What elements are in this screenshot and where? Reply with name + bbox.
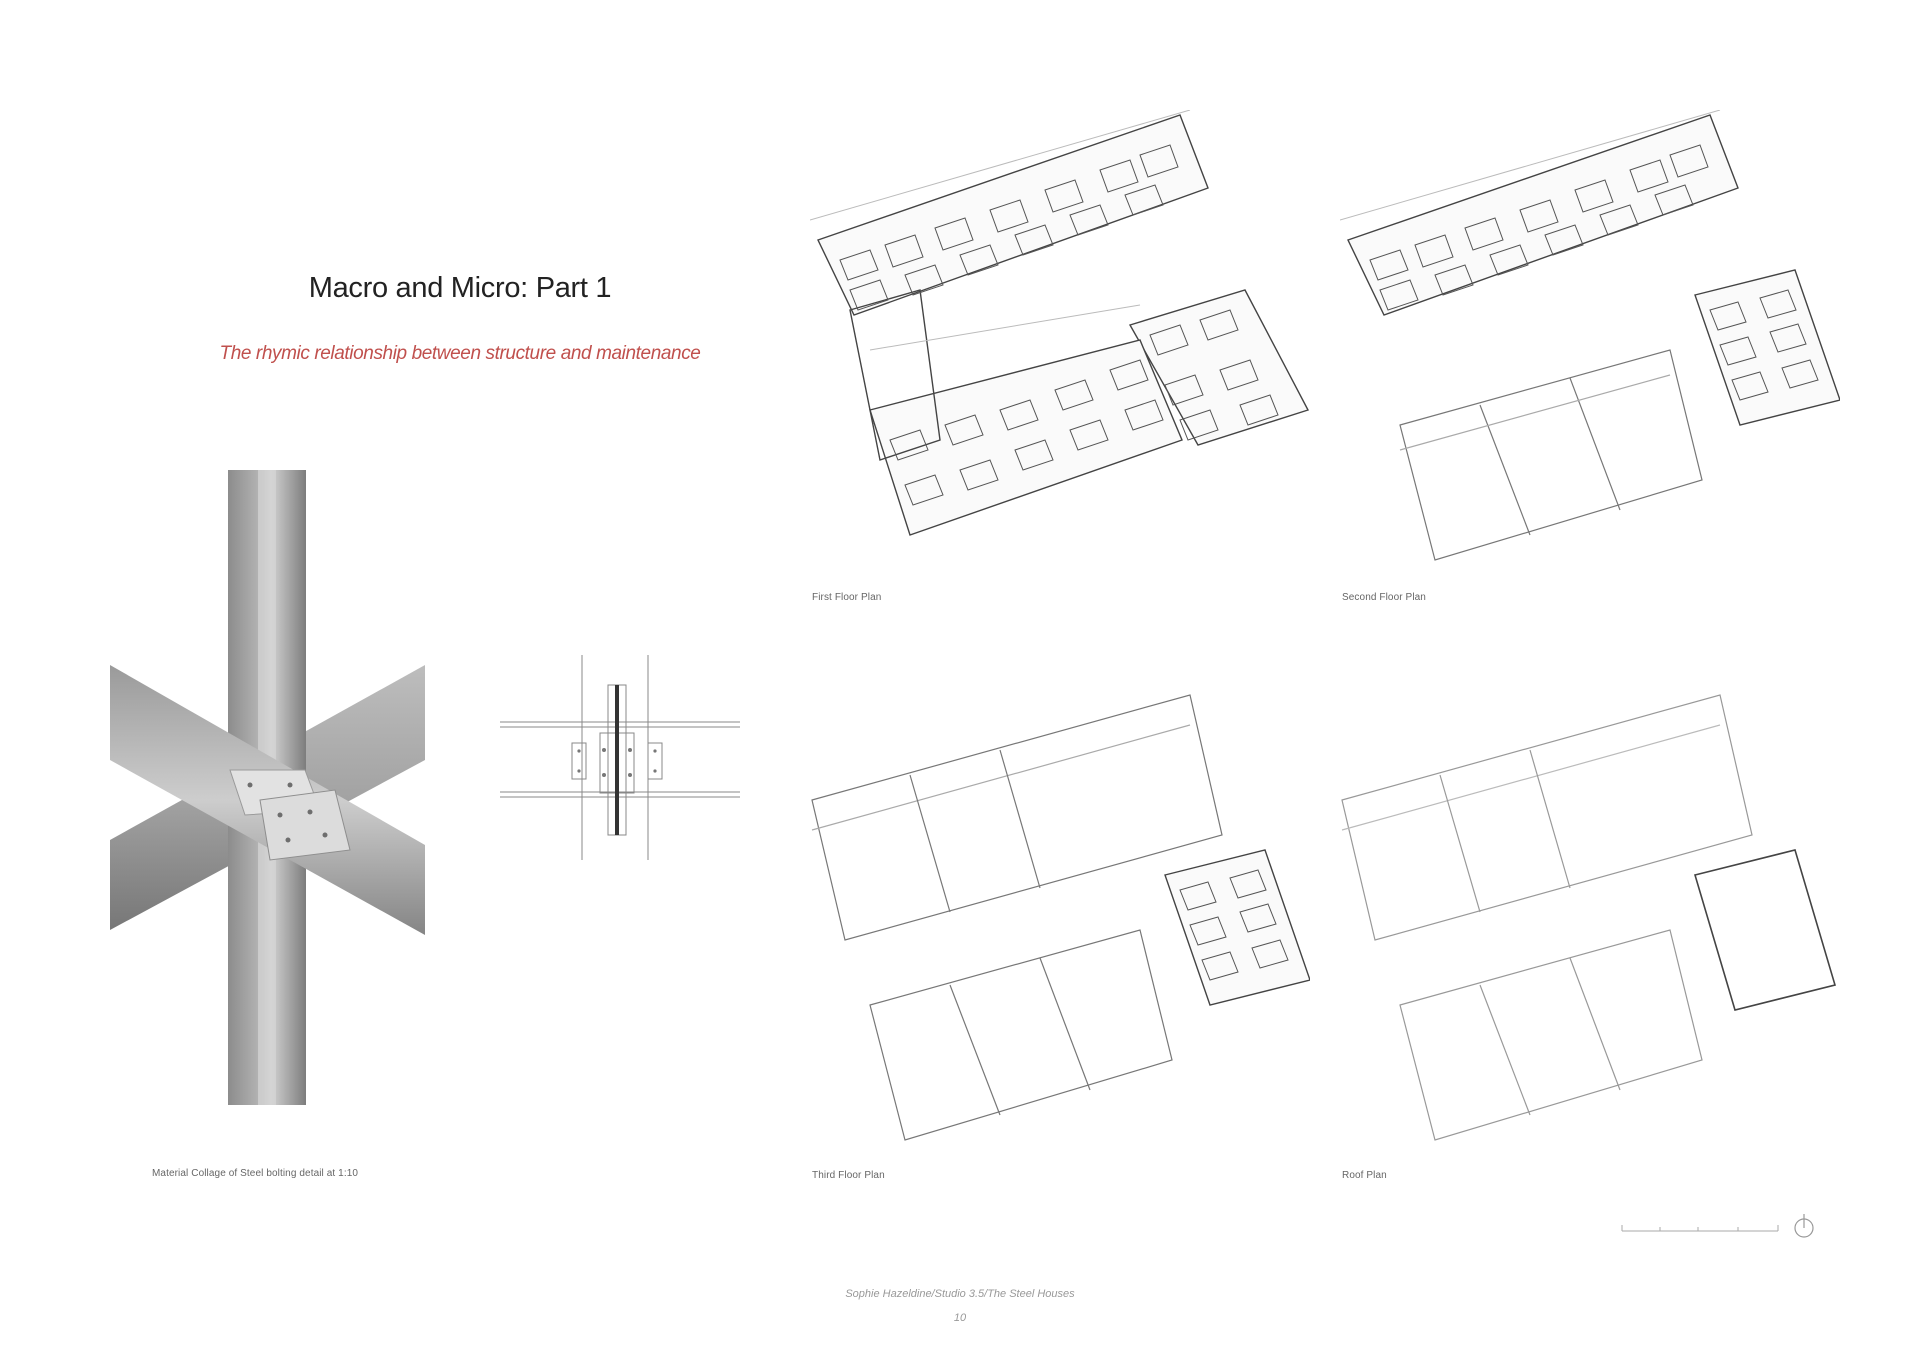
page-number: 10 [953,1312,967,1324]
scale-bar [1620,1215,1780,1241]
page-subtitle: The rhymic relationship between structure and maintenance [219,343,701,364]
first-floor-caption: First Floor Plan [812,592,882,603]
third-floor-caption: Third Floor Plan [812,1170,885,1181]
page-title: Macro and Micro: Part 1 [308,272,612,304]
roof-plan [1340,690,1840,1150]
steel-detail-caption: Material Collage of Steel bolting detail at 1:10 [152,1168,359,1179]
second-floor-plan [1340,110,1840,570]
second-floor-caption: Second Floor Plan [1342,592,1426,603]
connection-section-drawing [500,655,740,865]
roof-plan-caption: Roof Plan [1342,1170,1387,1181]
north-arrow-icon [1792,1212,1816,1240]
footer-credit: Sophie Hazeldine/Studio 3.5/The Steel Houses [845,1288,1075,1300]
first-floor-plan [810,110,1310,570]
third-floor-plan [810,690,1310,1150]
steel-node-collage [110,470,430,1110]
